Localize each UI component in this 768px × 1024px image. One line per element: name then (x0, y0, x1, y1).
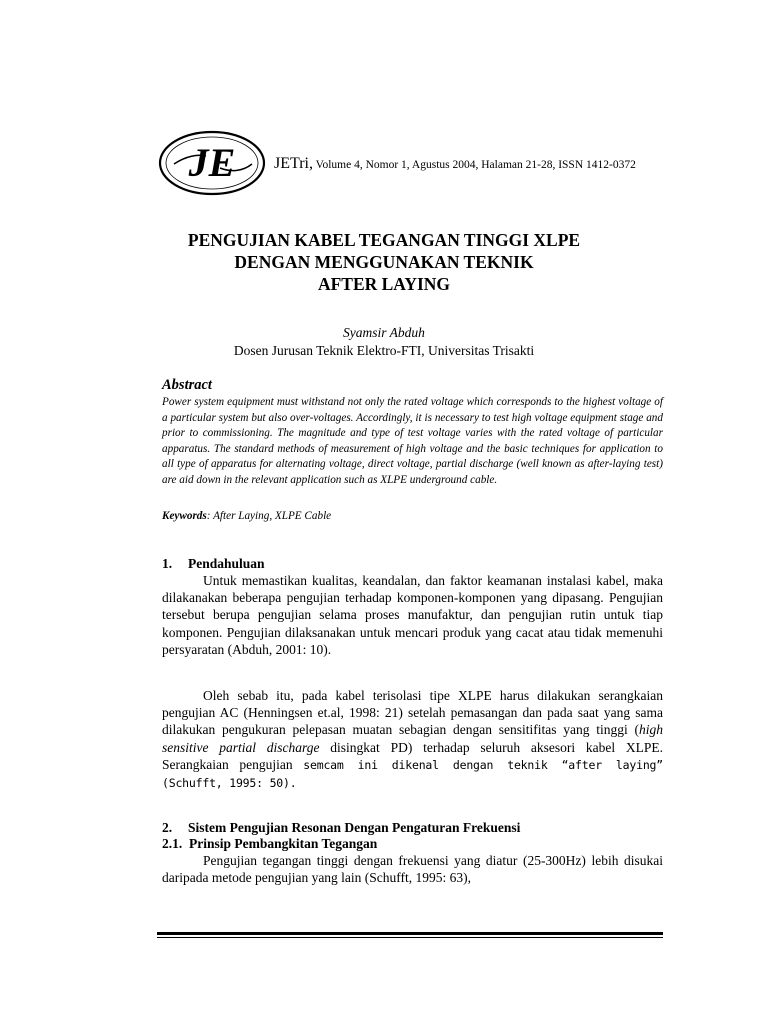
section-2-number: 2. (162, 820, 173, 835)
section-2-paragraph-1 (162, 852, 663, 886)
title-line-1: PENGUJIAN KABEL TEGANGAN TINGGI XLPE (187, 230, 581, 250)
section-1-heading (162, 556, 265, 572)
journal-meta: Volume 4, Nomor 1, Agustus 2004, Halaman 21-28, ISSN 1412-0372 (315, 159, 636, 171)
section-2-heading (162, 820, 520, 836)
journal-citation (274, 155, 636, 173)
para2-italic: high sensitive partial discharge (162, 722, 663, 755)
footer-rule-thick (157, 932, 663, 935)
section-2-paragraph-1-text: Pengujian tegangan tinggi dengan frekuensi yang diatur (25-300Hz) lebih disukai daripada metode pengujian yang lain (Schufft, 1995: 63), (162, 853, 663, 886)
keywords-label: Keywords (162, 510, 207, 522)
section-1-number: 1. (162, 556, 173, 571)
journal-name: JETri, (274, 155, 313, 172)
subsection-2-1-number: 2.1. (162, 836, 183, 851)
logo-lettering: JE (188, 140, 236, 185)
footer-rule-thin (157, 937, 663, 938)
subsection-2-1-heading (162, 836, 377, 852)
section-1-title: Pendahuluan (188, 556, 265, 571)
para2-text-sans: semcam ini dikenal dengan teknik “after laying” (Schufft, 1995: 50). (162, 757, 663, 791)
section-1-paragraph-1 (162, 572, 663, 658)
keywords (162, 510, 331, 522)
journal-logo (158, 130, 266, 196)
para2-text-b: disingkat PD) terhadap seluruh aksesori kabel XLPE. Serangkaian pengujian (162, 739, 664, 772)
section-2-title: Sistem Pengujian Resonan Dengan Pengaturan Frekuensi (188, 820, 521, 835)
section-1-paragraph-2 (162, 687, 663, 792)
title-line-3: AFTER LAYING (317, 274, 451, 294)
author-name: Syamsir Abduh (343, 325, 425, 340)
para2-text-a: Oleh sebab itu, pada kabel terisolasi tipe XLPE harus dilakukan serangkaian pengujian AC (Henningsen et.al, 1998: 21) setelah pemasangan dan pada saat yang sama dilakukan pengukuran pelepasan muatan sebagian dengan sensitifitas yang tinggi ( (162, 688, 663, 738)
section-1-paragraph-1-text: Untuk memastikan kualitas, keandalan, dan faktor keamanan instalasi kabel, maka dilakanakan beberapa pengujian terhadap komponen-komponen yang dipasang. Pengujian tersebut berupa pengujian selama proses manufaktur, dan pengujian rutin untuk tiap komponen. Pengujian dilaksanakan untuk mencari produk yang cacat atau tidak memenuhi persyaratan (Abduh, 2001: 10). (162, 573, 663, 657)
subsection-2-1-title: Prinsip Pembangkitan Tegangan (189, 836, 378, 851)
paper-title (120, 229, 648, 295)
abstract-body: Power system equipment must withstand not only the rated voltage which corresponds to the highest voltage of a particular system but also over-voltages. Accordingly, it is necessary to test high voltage equipment stage and prior to commissioning. The magnitude and type of test voltage varies with the rated voltage of particular apparatus. The standard methods of measurement of high voltage and the basic techniques for application to all type of apparatus for alternating voltage, direct voltage, partial discharge (well known as after-laying test) are aid down in the relevant application such as XLPE underground cable. (162, 396, 663, 486)
title-line-2: DENGAN MENGGUNAKAN TEKNIK (234, 252, 534, 272)
abstract-heading: Abstract (162, 377, 212, 393)
keywords-text: : After Laying, XLPE Cable (206, 510, 332, 522)
author-affiliation: Dosen Jurusan Teknik Elektro-FTI, Universitas Trisakti (233, 343, 535, 358)
